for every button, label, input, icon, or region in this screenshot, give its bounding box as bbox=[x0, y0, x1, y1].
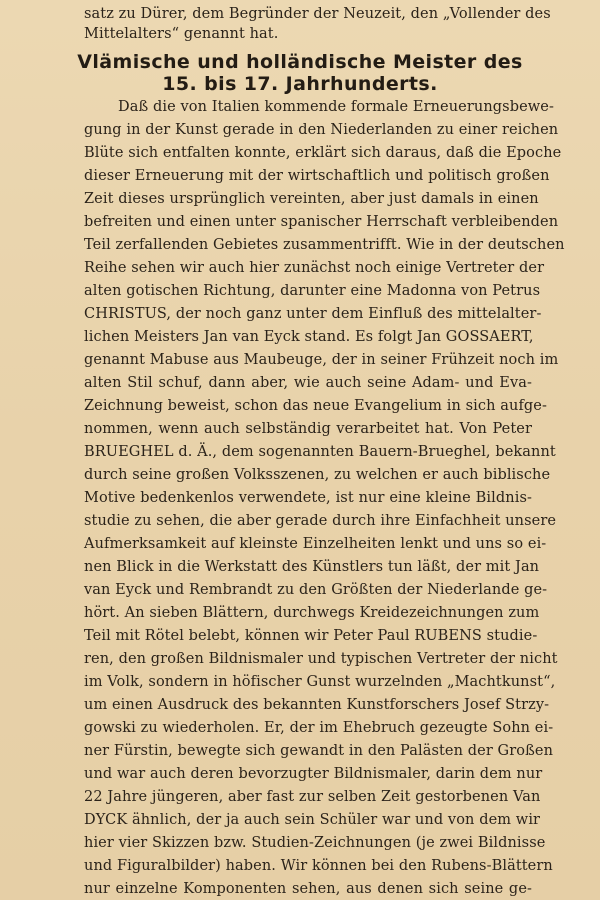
body-line: ner Fürstin, bewegte sich gewandt in den Palästen der Großen bbox=[84, 743, 554, 759]
body-line: und Figuralbilder) haben. Wir können bei den Rubens-Blättern bbox=[84, 858, 553, 874]
body-line: Zeichnung beweist, schon das neue Evangelium in sich aufge- bbox=[84, 398, 547, 414]
body-line: gowski zu wiederholen. Er, der im Ehebruch gezeugte Sohn ei- bbox=[84, 720, 554, 736]
body-line: Motive bedenkenlos verwendete, ist nur eine kleine Bildnis- bbox=[84, 490, 532, 506]
body-line: durch seine großen Volksszenen, zu welchen er auch biblische bbox=[84, 467, 551, 483]
body-line: DYCK ähnlich, der ja auch sein Schüler war und von dem wir bbox=[84, 812, 541, 828]
body-line: Teil zerfallenden Gebietes zusammentrifft. Wie in der deutschen bbox=[84, 237, 565, 253]
body-line: gung in der Kunst gerade in den Niederlanden zu einer reichen bbox=[84, 122, 559, 138]
body-line: Aufmerksamkeit auf kleinste Einzelheiten lenkt und uns so ei- bbox=[84, 536, 547, 552]
body-line: alten Stil schuf, dann aber, wie auch seine Adam- und Eva- bbox=[84, 375, 532, 391]
section-heading-line-1: Vlämische und holländische Meister des bbox=[77, 51, 523, 73]
body-line: Reihe sehen wir auch hier zunächst noch einige Vertreter der bbox=[84, 260, 545, 276]
body-line: befreiten und einen unter spanischer Herrschaft verbleibenden bbox=[84, 214, 559, 230]
body-line: nur einzelne Komponenten sehen, aus denen sich seine ge- bbox=[84, 881, 532, 897]
body-line: lichen Meisters Jan van Eyck stand. Es folgt Jan GOSSAERT, bbox=[84, 329, 534, 345]
body-line: BRUEGHEL d. Ä., dem sogenannten Bauern-Brueghel, bekannt bbox=[84, 444, 556, 460]
body-line: studie zu sehen, die aber gerade durch ihre Einfachheit unsere bbox=[84, 513, 557, 529]
body-line: hört. An sieben Blättern, durchwegs Kreidezeichnungen zum bbox=[84, 605, 540, 621]
body-line: 22 Jahre jüngeren, aber fast zur selben Zeit gestorbenen Van bbox=[84, 789, 541, 805]
carryover-line-1: satz zu Dürer, dem Begründer der Neuzeit, den „Vollender des bbox=[84, 6, 551, 22]
body-line: und war auch deren bevorzugter Bildnismaler, darin dem nur bbox=[84, 766, 543, 782]
body-line: um einen Ausdruck des bekannten Kunstforschers Josef Strzy- bbox=[84, 697, 550, 713]
body-line: im Volk, sondern in höfischer Gunst wurzelnden „Machtkunst“, bbox=[84, 674, 556, 690]
body-line: dieser Erneuerung mit der wirtschaftlich und politisch großen bbox=[84, 168, 550, 184]
carryover-line-2: Mittelalters“ genannt hat. bbox=[84, 26, 279, 42]
body-line: Zeit dieses ursprünglich vereinten, aber just damals in einen bbox=[84, 191, 539, 207]
body-line: ren, den großen Bildnismaler und typischen Vertreter der nicht bbox=[84, 651, 558, 667]
body-line: nen Blick in die Werkstatt des Künstlers tun läßt, der mit Jan bbox=[84, 559, 540, 575]
body-line: van Eyck und Rembrandt zu den Größten der Niederlande ge- bbox=[84, 582, 548, 598]
body-line: nommen, wenn auch selbständig verarbeitet hat. Von Peter bbox=[84, 421, 532, 437]
body-line: Daß die von Italien kommende formale Erneuerungsbewe- bbox=[118, 99, 554, 115]
body-line: CHRISTUS, der noch ganz unter dem Einfluß des mittelalter- bbox=[84, 306, 542, 322]
body-line: hier vier Skizzen bzw. Studien-Zeichnungen (je zwei Bildnisse bbox=[84, 835, 546, 851]
body-line: alten gotischen Richtung, darunter eine Madonna von Petrus bbox=[84, 283, 541, 299]
body-line: Teil mit Rötel belebt, können wir Peter Paul RUBENS studie- bbox=[84, 628, 538, 644]
body-line: genannt Mabuse aus Maubeuge, der in seiner Frühzeit noch im bbox=[84, 352, 559, 368]
body-line: Blüte sich entfalten konnte, erklärt sich daraus, daß die Epoche bbox=[84, 145, 562, 161]
section-heading-line-2: 15. bis 17. Jahrhunderts. bbox=[162, 73, 438, 95]
